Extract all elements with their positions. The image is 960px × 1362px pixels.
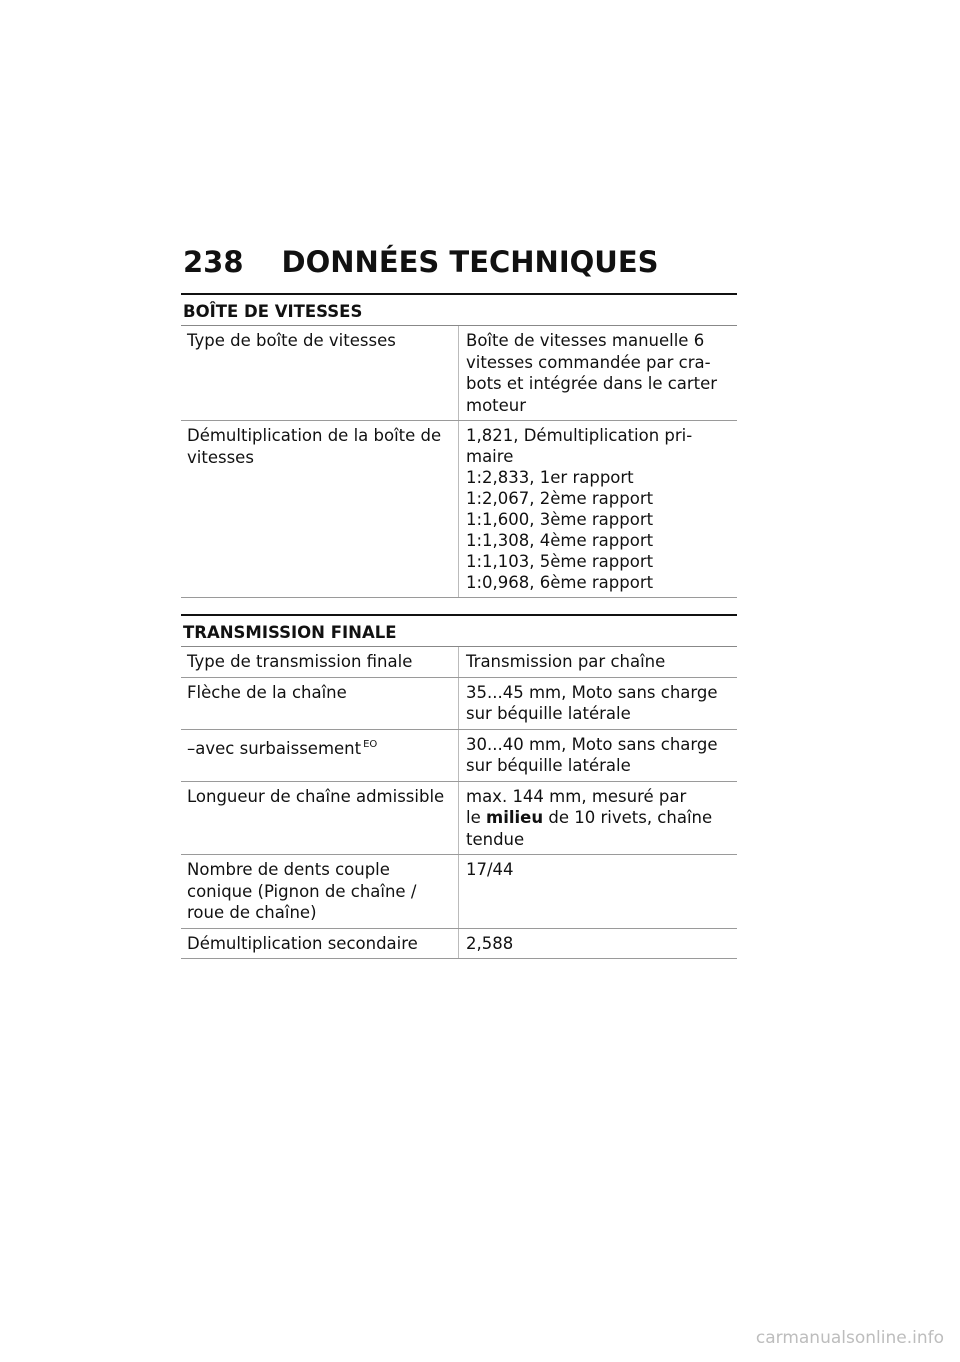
value-line: 30...40 mm, Moto sans charge [466,734,718,754]
spec-value [458,929,737,959]
value-line: Transmission par chaîne [466,652,666,671]
spec-label: Type de boîte de vitesses [187,331,396,350]
spec-label: Flèche de la chaîne [187,682,347,702]
spec-value [458,678,737,729]
watermark-text: carmanualsonline.info [755,1328,944,1348]
table-row [181,421,737,598]
value-line: 1:0,968, 6ème rapport [466,573,654,592]
value-line: 1:2,833, 1er rapport [466,468,634,487]
value-line: 1:2,067, 2ème rapport [466,489,654,508]
table-row [181,855,737,929]
spec-value [458,421,737,597]
value-line: maire [466,447,514,466]
table-row [181,730,737,782]
value-line: max. 144 mm, mesuré par [466,786,687,806]
spec-label: Démultiplication secondaire [187,933,418,953]
value-line: 17/44 [466,860,514,879]
spec-label: Nombre de dents couple conique (Pignon de chaîne / roue de chaîne) [187,860,417,922]
spec-value [458,855,737,928]
value-line: moteur [466,395,527,415]
value-emphasis: milieu [486,808,544,827]
page-number: 238 [183,245,244,279]
value-line: vitesses commandée par cra- [466,352,711,372]
value-line: 2,588 [466,933,514,953]
value-text: de 10 rivets, chaîne [548,808,713,827]
spec-label: Type de transmission finale [187,652,413,671]
value-line: 1,821, Démultiplication pri- [466,426,693,445]
value-line: 35...45 mm, Moto sans charge [466,682,718,702]
spec-value [458,647,737,677]
value-line: bots et intégrée dans le carter [466,374,718,393]
value-line: sur béquille latérale [466,756,631,775]
spec-value [458,782,737,855]
spec-label: Longueur de chaîne admissible [187,786,445,806]
chapter-title: DONNÉES TECHNIQUES [281,245,659,279]
section-title: TRANSMISSION FINALE [181,614,737,646]
page-header [183,244,743,280]
value-line: tendue [466,829,525,849]
gearbox-section [181,293,737,598]
spec-table [181,646,737,959]
value-line [466,807,729,829]
value-line: 1:1,308, 4ème rapport [466,531,654,550]
table-row [181,782,737,856]
value-line: Boîte de vitesses manuelle 6 [466,331,705,350]
table-row [181,929,737,960]
spec-value [458,326,737,420]
spec-label-text: –avec surbaissement [187,738,362,758]
value-line: 1:1,600, 3ème rapport [466,510,654,529]
value-text: le [466,808,481,827]
value-line: 1:1,103, 5ème rapport [466,552,654,571]
section-title: BOÎTE DE VITESSES [181,293,737,325]
spec-label [181,730,458,781]
spec-value [458,730,737,781]
spec-label: Démultiplication de la boîte de vitesses [187,426,442,467]
spec-table [181,325,737,598]
final-drive-section [181,614,737,959]
table-row [181,647,737,678]
table-row [181,326,737,421]
value-line: sur béquille latérale [466,704,631,723]
table-row [181,678,737,730]
option-superscript: EO [363,738,378,750]
